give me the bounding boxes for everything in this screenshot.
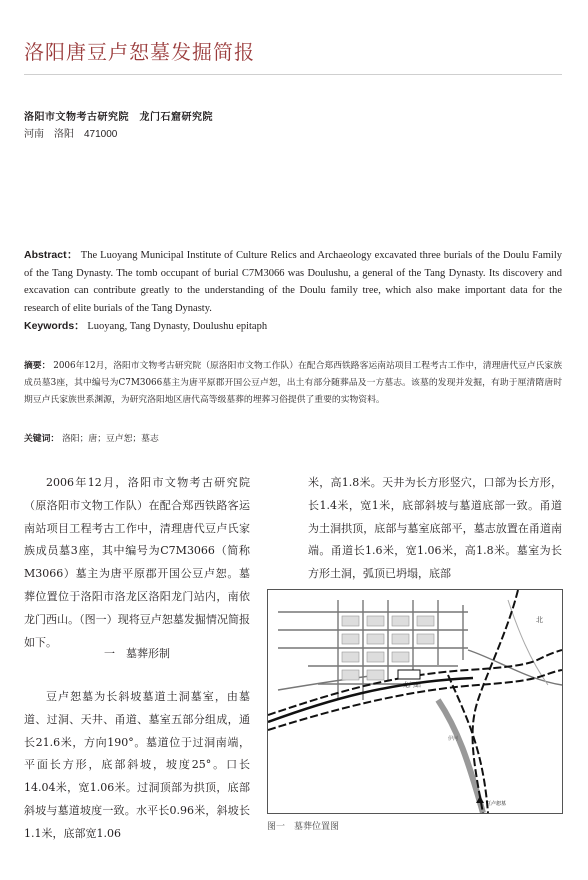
abstract-zh-text: 2006年12月，洛阳市文物考古研究院（原洛阳市文物工作队）在配合郑西铁路客运南站项目工程考古工作中，清理唐代豆卢氏家族成员墓3座，其中编号为C7M3066墓主为唐平原郡开国公豆卢恕，出土有部分随葬品及一方墓志。该墓的发现并发掘，有助于厘清隋唐时期豆卢氏家族世系渊源，为研究洛阳地区唐代高等级墓葬的埋葬习俗提供了重要的实物资料。 xyxy=(24,361,562,406)
intro-paragraph: 2006年12月，洛阳市文物考古研究院（原洛阳市文物工作队）在配合郑西铁路客运南站项目工程考古工作中，清理唐代豆卢氏家族成员墓3座，其中编号为C7M3066（简称M3066）墓主为唐平原郡开国公豆卢恕。墓葬位置位于洛阳市洛龙区洛阳龙门站内，南依龙门西山。（图一）现将豆卢恕墓发掘情况简报如下。 xyxy=(24,476,250,649)
section-heading: 一 墓葬形制 xyxy=(104,648,170,660)
keywords-en-label: Keywords： xyxy=(24,320,85,332)
keywords-en-text: Luoyang, Tang Dynasty, Doulushu epitaph xyxy=(87,321,268,332)
body-column-right xyxy=(308,472,562,586)
river-label: 伊河 xyxy=(448,736,459,742)
tomb-label: 豆卢恕墓 xyxy=(486,801,507,807)
article-title: 洛阳唐豆卢恕墓发掘简报 xyxy=(24,40,255,64)
address: 河南 洛阳 471000 xyxy=(24,129,118,140)
station-label: 龙门站 xyxy=(403,682,422,689)
location-map xyxy=(267,589,563,814)
map-drawing xyxy=(268,590,562,813)
keywords-zh-text: 洛阳；唐；豆卢恕；墓志 xyxy=(62,434,159,444)
abstract-zh-label: 摘要： xyxy=(24,360,51,370)
body-column-left-structure xyxy=(24,686,250,846)
river xyxy=(438,700,483,813)
keywords-english xyxy=(24,318,562,333)
title-divider xyxy=(24,74,562,75)
keywords-zh-label: 关键词： xyxy=(24,433,60,443)
figure-caption: 图一 墓葬位置图 xyxy=(267,821,340,831)
structure-paragraph: 豆卢恕墓为长斜坡墓道土洞墓室，由墓道、过洞、天井、甬道、墓室五部分组成，通长21.6米，方向190°。墓道位于过洞南端，平面长方形，底部斜坡，坡度25°。口长14.04米，宽1.06米。过洞顶部为拱顶，底部斜坡与墓道坡度一致。水平长0.96米，斜坡长1.1米，底部宽1.06 xyxy=(24,690,250,840)
affiliation: 洛阳市文物考古研究院 龙门石窟研究院 xyxy=(24,112,213,123)
railway-lines xyxy=(268,590,562,813)
abstract-en-label: Abstract： xyxy=(24,249,78,261)
north-label: 北 xyxy=(536,616,543,624)
continued-paragraph: 米，高1.8米。天井为长方形竖穴，口部为长方形，长1.4米，宽1米，底部斜坡与墓道底部一致。甬道为土洞拱顶，底部与墓室底部平，墓志放置在甬道南端。甬道长1.6米，宽1.06米，高1.8米。墓室为长方形土洞，弧顶已坍塌，底部 xyxy=(308,476,562,581)
station-box xyxy=(398,670,420,679)
body-column-left-intro xyxy=(24,472,250,654)
abstract-english xyxy=(24,247,562,317)
abstract-chinese xyxy=(24,357,562,410)
abstract-en-text: The Luoyang Municipal Institute of Culture Relics and Archaeology excavated three burials of the Doulu Family of the Tang Dynasty. The tomb occupant of burial C7M3066 was Doulushu, a general of the Tang Dynasty. Its discovery and excavation can contribute greatly to the understanding of the Doulu family tree, which also make important data for the research of elite burials of the Tang Dynasty. xyxy=(24,250,563,314)
keywords-chinese xyxy=(24,431,159,444)
creek xyxy=(508,600,548,685)
